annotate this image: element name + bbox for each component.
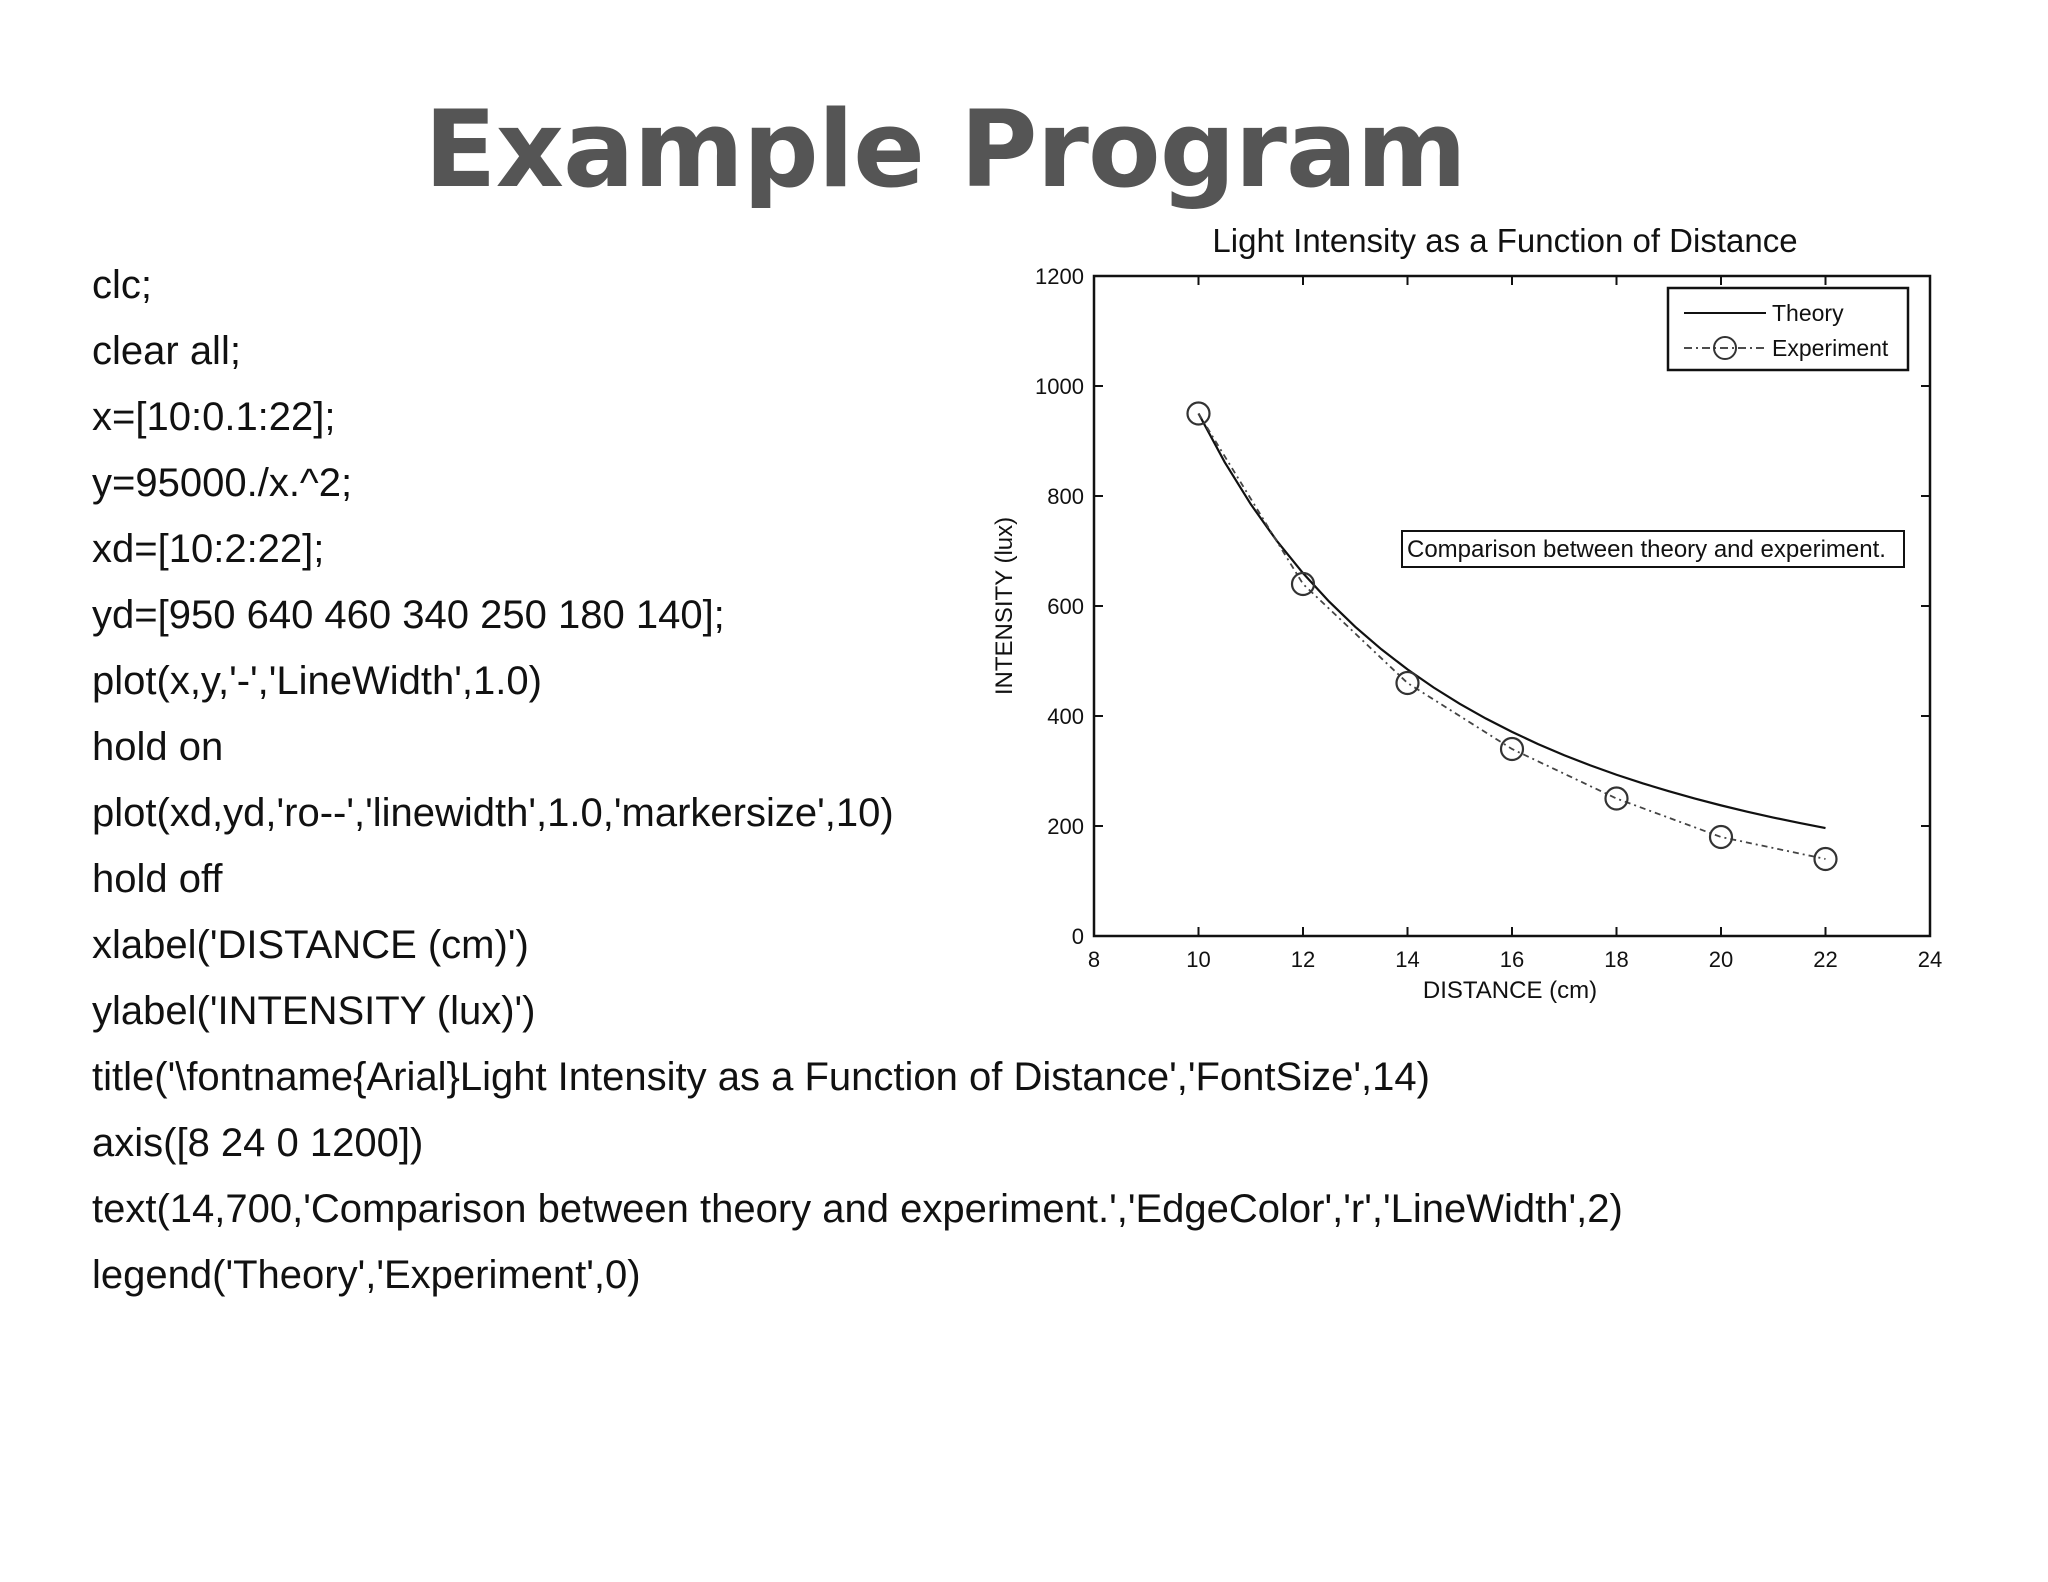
- x-tick-label: 24: [1917, 947, 1943, 972]
- code-line: yd=[950 640 460 340 250 180 140];: [92, 593, 725, 637]
- code-line: clear all;: [92, 329, 241, 373]
- code-line: xd=[10:2:22];: [92, 527, 325, 571]
- theory-line: [1199, 414, 1826, 829]
- code-line: x=[10:0.1:22];: [92, 395, 336, 439]
- code-line: legend('Theory','Experiment',0): [92, 1253, 641, 1297]
- x-tick-label: 18: [1604, 947, 1629, 972]
- code-line: ylabel('INTENSITY (lux)'): [92, 989, 536, 1033]
- x-axis-label: DISTANCE (cm): [1422, 977, 1598, 1004]
- legend-theory-label: Theory: [1772, 300, 1844, 326]
- plot-frame: [1094, 276, 1930, 936]
- y-tick-label: 200: [1047, 814, 1084, 839]
- x-tick-label: 22: [1813, 947, 1838, 972]
- experiment-point: [1710, 826, 1732, 848]
- theory-series: [1199, 414, 1826, 829]
- x-tick-label: 8: [1087, 947, 1101, 972]
- y-tick-label: 1000: [1035, 374, 1084, 399]
- code-line: hold off: [92, 857, 223, 901]
- legend-experiment-label: Experiment: [1772, 335, 1889, 361]
- y-tick-label: 0: [1071, 924, 1084, 949]
- x-tick-label: 16: [1499, 947, 1525, 972]
- annotation-text: Comparison between theory and experiment.: [1407, 536, 1886, 563]
- code-line: title('\fontname{Arial}Light Intensity as a Function of Distance','FontSize',14): [92, 1055, 1430, 1099]
- experiment-series: [1188, 403, 1837, 871]
- y-tick-label: 800: [1047, 484, 1084, 509]
- y-tick-label: 600: [1047, 594, 1084, 619]
- x-tick-label: 12: [1290, 947, 1316, 972]
- y-tick-label: 1200: [1035, 264, 1084, 289]
- experiment-point: [1397, 672, 1419, 694]
- slide-title: Example Program: [424, 88, 1466, 211]
- code-line: axis([8 24 0 1200]): [92, 1121, 424, 1165]
- code-line: plot(xd,yd,'ro--','linewidth',1.0,'markersize',10): [92, 791, 894, 835]
- experiment-point: [1606, 788, 1628, 810]
- code-line: xlabel('DISTANCE (cm)'): [92, 923, 529, 967]
- experiment-line: [1199, 414, 1826, 860]
- code-line: clc;: [92, 263, 152, 307]
- x-tick-label: 14: [1395, 947, 1420, 972]
- code-line: plot(x,y,'-','LineWidth',1.0): [92, 659, 542, 703]
- annotation-box: [1402, 531, 1904, 567]
- code-line: y=95000./x.^2;: [92, 461, 353, 505]
- y-tick-label: 400: [1047, 704, 1084, 729]
- code-line: text(14,700,'Comparison between theory and experiment.','EdgeColor','r','LineWidth',2): [92, 1187, 1623, 1231]
- chart-title: Light Intensity as a Function of Distance: [1212, 222, 1798, 259]
- x-tick-label: 20: [1708, 947, 1734, 972]
- x-tick-label: 10: [1186, 947, 1211, 972]
- code-line: hold on: [92, 725, 224, 769]
- experiment-point: [1292, 573, 1314, 595]
- y-axis-label: INTENSITY (lux): [991, 516, 1018, 696]
- legend: [1668, 288, 1908, 370]
